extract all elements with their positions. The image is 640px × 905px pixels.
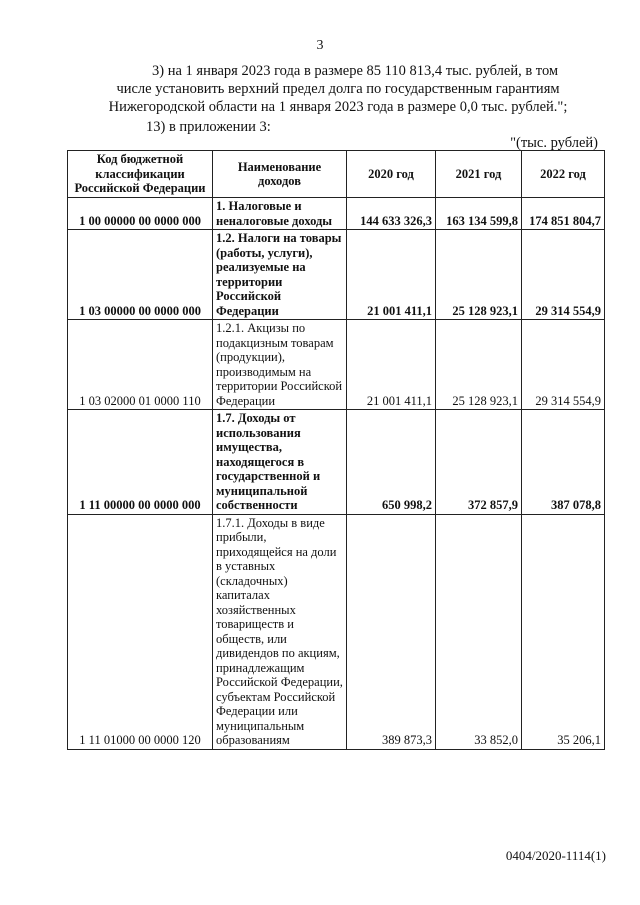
table-row <box>68 230 605 320</box>
page-number: 3 <box>316 38 324 53</box>
row-value-2020: 650 998,2 <box>347 410 436 515</box>
paragraph-debt-limit <box>76 62 600 116</box>
header-name: Наименование доходов <box>213 151 347 198</box>
row-value-2022: 29 314 554,9 <box>522 320 605 410</box>
paragraph-line: числе установить верхний предел долга по государственным гарантиям <box>116 81 560 97</box>
document-id: 0404/2020-1114(1) <box>505 848 606 863</box>
paragraph-line: Нижегородской области на 1 января 2023 года в размере 0,0 тыс. рублей."; <box>108 99 568 115</box>
row-code: 1 00 00000 00 0000 000 <box>68 198 213 230</box>
paragraph-line: 3) на 1 января 2023 года в размере 85 110 813,4 тыс. рублей, в том <box>152 63 559 79</box>
row-code: 1 11 01000 00 0000 120 <box>68 514 213 749</box>
table-header-row <box>68 151 605 198</box>
row-value-2022: 387 078,8 <box>522 410 605 515</box>
row-value-2020: 21 001 411,1 <box>347 230 436 320</box>
table-row <box>68 320 605 410</box>
row-value-2022: 35 206,1 <box>522 514 605 749</box>
revenue-table <box>67 150 605 750</box>
row-value-2022: 29 314 554,9 <box>522 230 605 320</box>
row-value-2020: 21 001 411,1 <box>347 320 436 410</box>
row-value-2021: 163 134 599,8 <box>436 198 522 230</box>
row-value-2021: 25 128 923,1 <box>436 320 522 410</box>
table-row <box>68 410 605 515</box>
row-name: 1. Налоговые и неналоговые доходы <box>213 198 347 230</box>
row-code: 1 03 00000 00 0000 000 <box>68 230 213 320</box>
table-row <box>68 514 605 749</box>
row-name: 1.2. Налоги на товары (работы, услуги), реализуемые на территории Российской Федерации <box>213 230 347 320</box>
unit-note: "(тыс. рублей) <box>510 135 598 151</box>
header-2021: 2021 год <box>436 151 522 198</box>
paragraph-appendix: 13) в приложении 3: <box>146 119 271 135</box>
row-value-2020: 389 873,3 <box>347 514 436 749</box>
row-value-2021: 25 128 923,1 <box>436 230 522 320</box>
row-value-2021: 33 852,0 <box>436 514 522 749</box>
table-row <box>68 198 605 230</box>
row-value-2022: 174 851 804,7 <box>522 198 605 230</box>
row-value-2020: 144 633 326,3 <box>347 198 436 230</box>
row-name: 1.7. Доходы от использования имущества, находящегося в государственной и муниципальной собственности <box>213 410 347 515</box>
row-code: 1 11 00000 00 0000 000 <box>68 410 213 515</box>
header-2022: 2022 год <box>522 151 605 198</box>
header-2020: 2020 год <box>347 151 436 198</box>
row-name: 1.7.1. Доходы в виде прибыли, приходящейся на доли в уставных (складочных) капиталах хозяйственных товариществ и обществ, или дивидендов по акциям, принадлежащим Российской Федерации, субъектам Российской Федерации или муниципальным образованиям <box>213 514 347 749</box>
row-code: 1 03 02000 01 0000 110 <box>68 320 213 410</box>
header-code: Код бюджетной классификации Российской Федерации <box>68 151 213 198</box>
row-value-2021: 372 857,9 <box>436 410 522 515</box>
row-name: 1.2.1. Акцизы по подакцизным товарам (продукции), производимым на территории Российской Федерации <box>213 320 347 410</box>
